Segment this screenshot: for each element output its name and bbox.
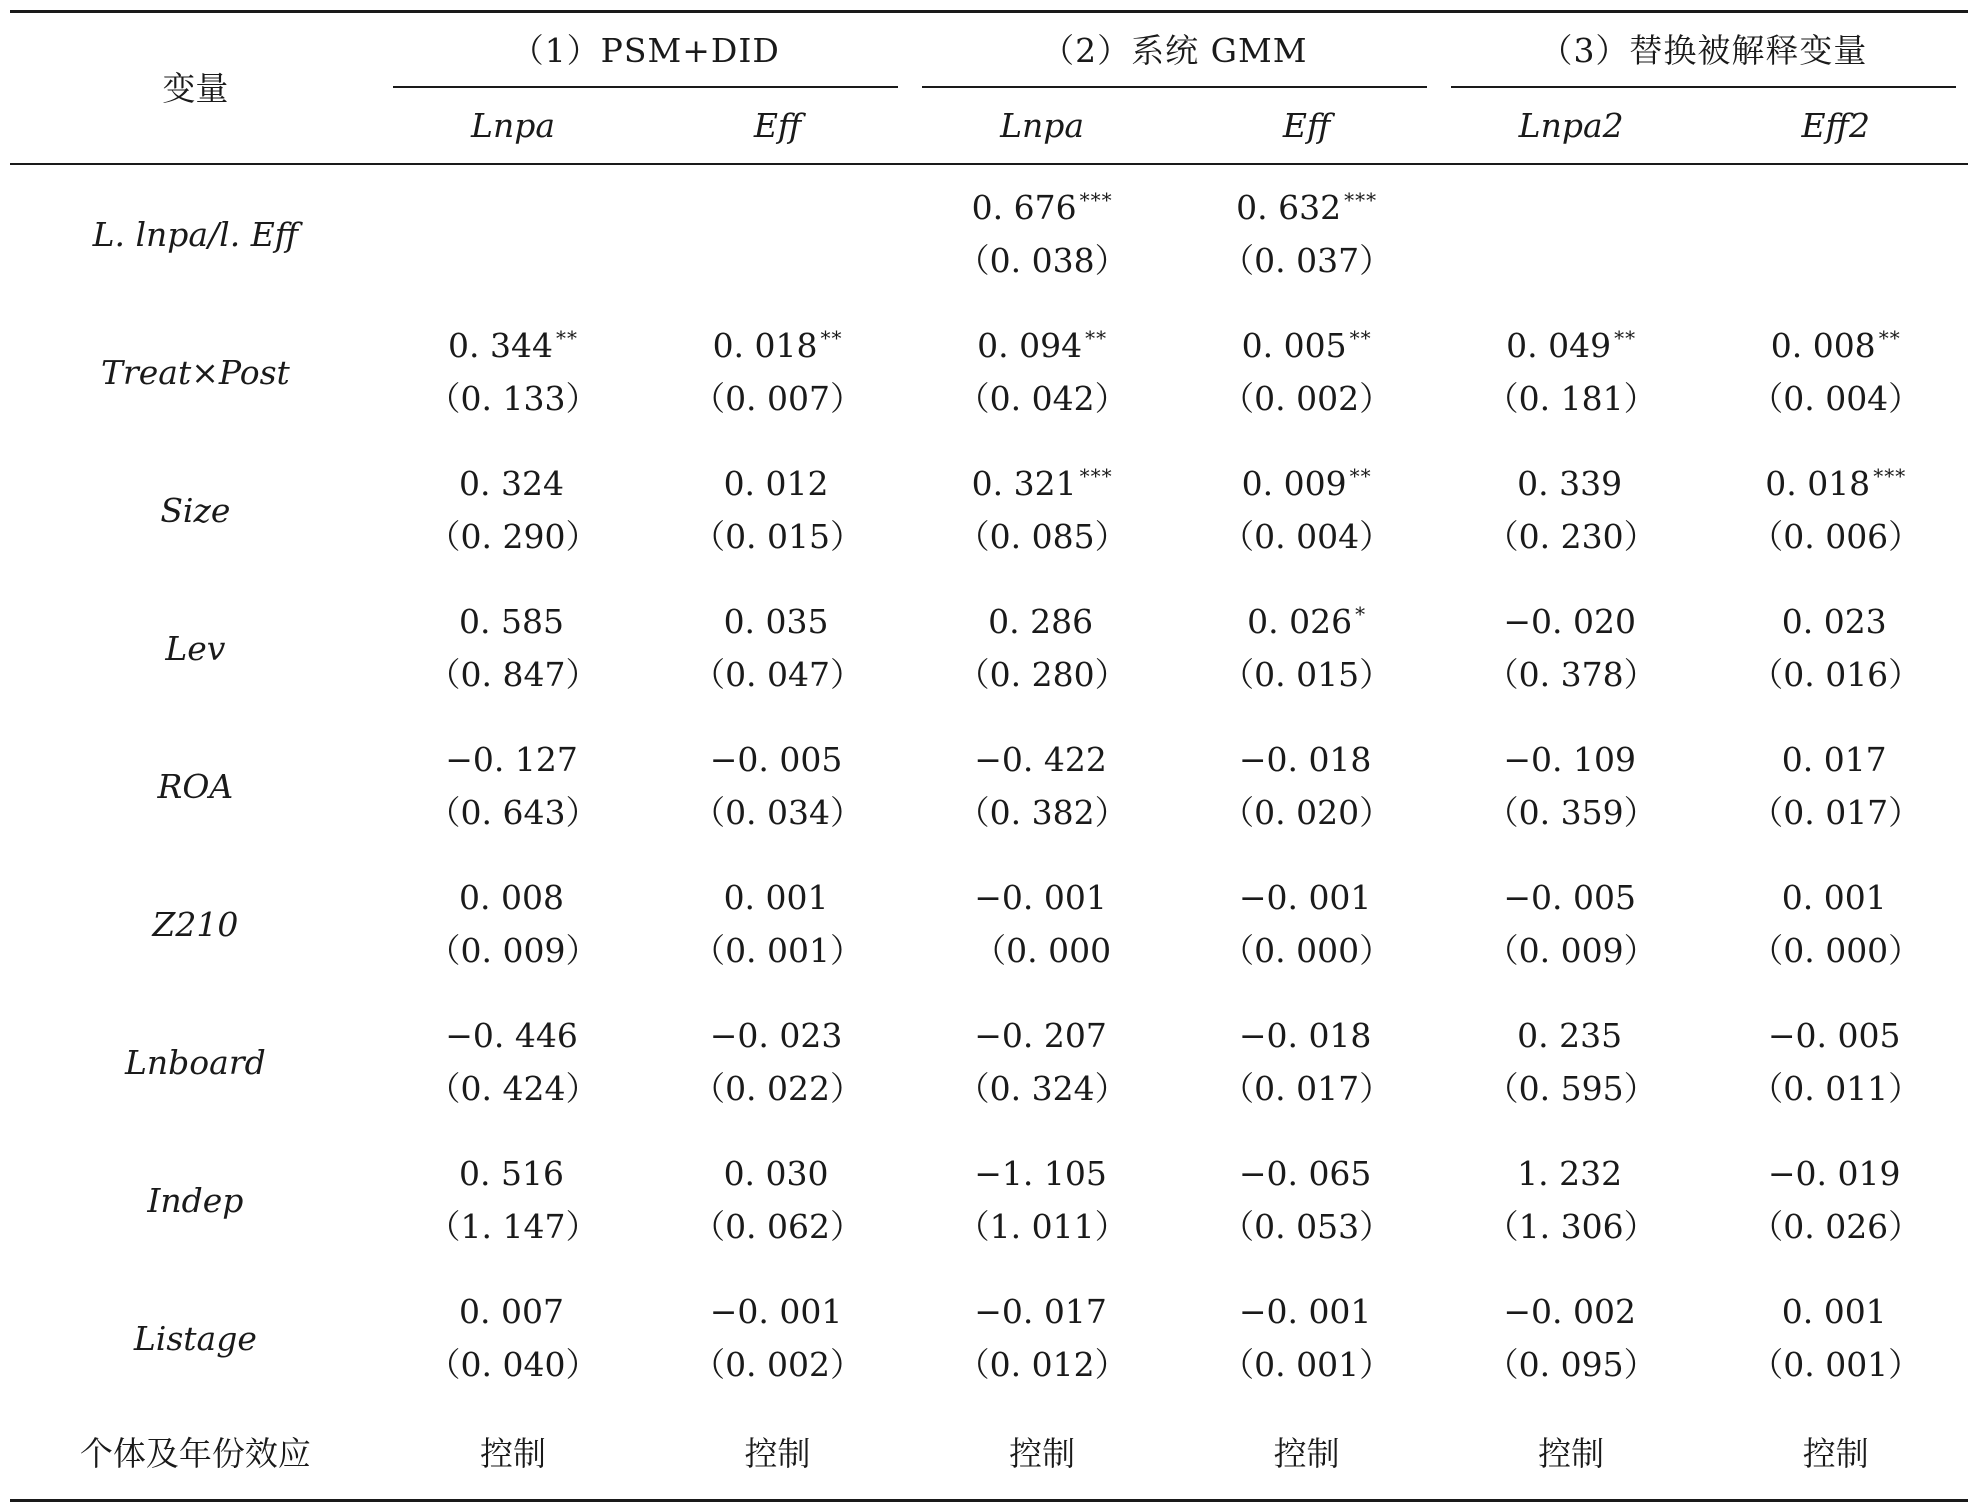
table-cell	[1174, 993, 1439, 1131]
table-cell	[381, 1269, 646, 1407]
coefficient	[381, 1285, 646, 1338]
table-cell	[381, 1131, 646, 1269]
coefficient	[1439, 871, 1704, 924]
table-row	[10, 441, 1968, 579]
coefficient-value: 0. 035	[723, 602, 829, 641]
coefficient	[381, 319, 646, 372]
table-cell	[1703, 717, 1968, 855]
table-cell	[1703, 993, 1968, 1131]
table-cell	[381, 717, 646, 855]
coefficient	[1439, 1285, 1704, 1338]
table-cell	[381, 441, 646, 579]
standard-error: （0. 002）	[1221, 379, 1393, 418]
coefficient-value: −0. 446	[445, 1016, 578, 1055]
significance-stars: *	[1355, 602, 1367, 626]
column-header: Lnpa2	[1439, 88, 1704, 164]
variable-header: 变量	[10, 12, 381, 165]
coefficient	[1703, 1147, 1968, 1200]
coefficient	[1703, 319, 1968, 372]
coefficient-value: −0. 005	[1503, 878, 1636, 917]
table-row	[10, 855, 1968, 993]
coefficient	[645, 733, 910, 786]
significance-stars: **	[1085, 326, 1108, 350]
coefficient-value: 0. 007	[459, 1292, 564, 1331]
standard-error: （0. 017）	[1750, 793, 1922, 832]
coefficient-value: −0. 001	[1238, 878, 1372, 917]
standard-error: （0. 000	[973, 931, 1112, 970]
significance-stars: ***	[1079, 188, 1113, 212]
coefficient-value: 0. 026	[1247, 602, 1353, 641]
coefficient-value: 0. 324	[459, 464, 564, 503]
fixed-effects-label: 个体及年份效应	[79, 1433, 311, 1473]
standard-error: （0. 324）	[956, 1069, 1128, 1108]
variable-name: ROA	[157, 766, 234, 806]
coefficient	[1439, 457, 1704, 510]
coefficient-value: 0. 676	[971, 188, 1077, 227]
table-cell	[645, 717, 910, 855]
table-cell	[1703, 855, 1968, 993]
coefficient	[910, 319, 1175, 372]
table-cell	[381, 164, 646, 303]
coefficient-value: 0. 339	[1517, 464, 1623, 503]
table-cell	[381, 303, 646, 441]
coefficient	[1439, 1147, 1704, 1200]
table-cell	[381, 855, 646, 993]
table-cell	[1703, 1131, 1968, 1269]
standard-error: （0. 001）	[1221, 1345, 1393, 1384]
coefficient-value: 0. 012	[723, 464, 829, 503]
coefficient-value: 0. 005	[1241, 326, 1347, 365]
coefficient-value: 0. 001	[1781, 878, 1887, 917]
coefficient	[1174, 1285, 1439, 1338]
standard-error: （0. 026）	[1750, 1207, 1922, 1246]
standard-error: （0. 000）	[1221, 931, 1393, 970]
variable-name: Size	[160, 490, 231, 530]
table-cell	[1174, 303, 1439, 441]
table-row	[10, 1131, 1968, 1269]
group-header-psm-did: （1）PSM+DID	[381, 12, 910, 89]
coefficient-value: −0. 001	[974, 878, 1107, 917]
coefficient	[645, 1285, 910, 1338]
coefficient	[1439, 733, 1704, 786]
fixed-effects-cell: 控制	[1538, 1433, 1605, 1473]
group-header-system-gmm: （2）系统 GMM	[910, 12, 1439, 89]
coefficient-value: −0. 018	[1238, 740, 1372, 779]
table-cell	[1439, 303, 1704, 441]
standard-error: （0. 643）	[427, 793, 599, 832]
column-header: Eff	[1174, 88, 1439, 164]
coefficient	[1174, 181, 1439, 234]
coefficient	[381, 457, 646, 510]
table-cell	[645, 993, 910, 1131]
group-header-replace-dependent: （3）替换被解释变量	[1439, 12, 1968, 89]
table-cell	[381, 579, 646, 717]
coefficient	[1439, 1009, 1704, 1062]
coefficient-value: 0. 030	[723, 1154, 829, 1193]
variable-name: L. lnpa/l. Eff	[92, 214, 299, 254]
coefficient-value: −0. 422	[974, 740, 1107, 779]
standard-error: （0. 040）	[427, 1345, 599, 1384]
coefficient-value: −0. 065	[1238, 1154, 1372, 1193]
coefficient-value: −0. 109	[1503, 740, 1636, 779]
table-cell	[1174, 1269, 1439, 1407]
standard-error: （0. 847）	[427, 655, 599, 694]
table-cell	[645, 441, 910, 579]
coefficient-value: 0. 017	[1781, 740, 1887, 779]
coefficient	[910, 595, 1175, 648]
table-cell	[1703, 579, 1968, 717]
standard-error: （0. 034）	[692, 793, 864, 832]
table-cell	[910, 441, 1175, 579]
coefficient	[910, 1147, 1175, 1200]
coefficient	[1174, 733, 1439, 786]
table-cell	[1174, 1131, 1439, 1269]
standard-error: （0. 012）	[956, 1345, 1128, 1384]
standard-error: （0. 001）	[692, 931, 864, 970]
table-cell	[910, 717, 1175, 855]
coefficient-value: 0. 009	[1241, 464, 1347, 503]
coefficient	[1703, 208, 1968, 261]
table-cell	[1703, 441, 1968, 579]
standard-error: （1. 011）	[956, 1207, 1128, 1246]
table-cell	[1703, 164, 1968, 303]
standard-error: （0. 133）	[427, 379, 599, 418]
significance-stars: **	[1614, 326, 1637, 350]
table-cell	[910, 1269, 1175, 1407]
fixed-effects-cell: 控制	[1802, 1433, 1869, 1473]
coefficient	[910, 1285, 1175, 1338]
table-cell	[1439, 1131, 1704, 1269]
fixed-effects-cell: 控制	[480, 1433, 547, 1473]
coefficient	[645, 871, 910, 924]
table-row	[10, 303, 1968, 441]
coefficient	[1703, 1009, 1968, 1062]
coefficient-value: 1. 232	[1517, 1154, 1623, 1193]
coefficient-value: −0. 018	[1238, 1016, 1372, 1055]
table-cell	[1439, 855, 1704, 993]
coefficient-value: 0. 023	[1781, 602, 1887, 641]
coefficient	[645, 595, 910, 648]
table-cell	[1439, 1269, 1704, 1407]
coefficient-value: −0. 019	[1767, 1154, 1901, 1193]
coefficient-value: 0. 094	[977, 326, 1083, 365]
coefficient-value: −0. 017	[974, 1292, 1107, 1331]
table-cell	[1439, 993, 1704, 1131]
standard-error: （0. 037）	[1221, 241, 1393, 280]
coefficient	[1703, 595, 1968, 648]
table-cell	[1174, 579, 1439, 717]
column-header: Lnpa	[910, 88, 1175, 164]
table-cell	[1439, 164, 1704, 303]
standard-error: （0. 020）	[1221, 793, 1393, 832]
variable-name: Indep	[147, 1180, 244, 1220]
coefficient	[1174, 319, 1439, 372]
variable-name: Treat×Post	[100, 352, 290, 392]
variable-name: Lnboard	[125, 1042, 266, 1082]
coefficient-value: 0. 344	[448, 326, 553, 365]
significance-stars: **	[1349, 326, 1372, 350]
significance-stars: ***	[1344, 188, 1378, 212]
standard-error: （1. 306）	[1485, 1207, 1657, 1246]
coefficient-value: −0. 020	[1503, 602, 1636, 641]
standard-error: （0. 011）	[1750, 1069, 1922, 1108]
coefficient-value: 0. 632	[1236, 188, 1342, 227]
standard-error: （0. 042）	[956, 379, 1128, 418]
variable-name: Listage	[133, 1318, 257, 1358]
standard-error: （0. 016）	[1750, 655, 1922, 694]
standard-error: （0. 009）	[1485, 931, 1657, 970]
significance-stars: **	[820, 326, 843, 350]
coefficient-value: −0. 127	[445, 740, 578, 779]
standard-error: （0. 006）	[1750, 517, 1922, 556]
coefficient-value: 0. 321	[971, 464, 1077, 503]
fixed-effects-cell: 控制	[1009, 1433, 1076, 1473]
table-cell	[1439, 717, 1704, 855]
variable-name: Lev	[165, 628, 226, 668]
table-cell	[1439, 441, 1704, 579]
table-cell	[645, 579, 910, 717]
coefficient-value: 0. 008	[1770, 326, 1876, 365]
table-cell	[1174, 855, 1439, 993]
coefficient	[1703, 1285, 1968, 1338]
standard-error: （0. 382）	[956, 793, 1128, 832]
coefficient	[1174, 595, 1439, 648]
standard-error: （0. 000）	[1750, 931, 1922, 970]
standard-error: （0. 595）	[1485, 1069, 1657, 1108]
standard-error: （0. 280）	[956, 655, 1128, 694]
coefficient	[1174, 1147, 1439, 1200]
standard-error: （0. 004）	[1750, 379, 1922, 418]
coefficient	[381, 208, 646, 261]
standard-error: （0. 001）	[1750, 1345, 1922, 1384]
coefficient-value: 0. 516	[459, 1154, 564, 1193]
coefficient	[381, 733, 646, 786]
table-cell	[1439, 579, 1704, 717]
coefficient-value: −0. 001	[709, 1292, 843, 1331]
coefficient	[645, 457, 910, 510]
table-cell	[645, 1131, 910, 1269]
table-cell	[645, 1269, 910, 1407]
regression-table	[10, 10, 1968, 1502]
coefficient	[381, 595, 646, 648]
standard-error: （0. 017）	[1221, 1069, 1393, 1108]
table-row	[10, 579, 1968, 717]
coefficient	[645, 1009, 910, 1062]
table-cell	[1703, 303, 1968, 441]
coefficient-value: −0. 005	[1767, 1016, 1901, 1055]
coefficient	[910, 457, 1175, 510]
standard-error: （0. 181）	[1485, 379, 1657, 418]
significance-stars: ***	[1873, 464, 1907, 488]
coefficient	[1703, 871, 1968, 924]
coefficient-value: −0. 207	[974, 1016, 1107, 1055]
table-cell	[645, 855, 910, 993]
coefficient	[645, 208, 910, 261]
table-cell	[645, 164, 910, 303]
table-cell	[645, 303, 910, 441]
coefficient	[381, 1009, 646, 1062]
coefficient-value: −0. 001	[1238, 1292, 1372, 1331]
standard-error: （0. 038）	[956, 241, 1128, 280]
coefficient	[910, 871, 1175, 924]
fixed-effects-cell: 控制	[1273, 1433, 1340, 1473]
standard-error: （0. 359）	[1485, 793, 1657, 832]
column-header: Lnpa	[381, 88, 646, 164]
standard-error: （0. 009）	[427, 931, 599, 970]
coefficient	[1174, 457, 1439, 510]
coefficient-value: 0. 585	[459, 602, 564, 641]
coefficient	[1703, 733, 1968, 786]
coefficient-value: 0. 001	[1781, 1292, 1887, 1331]
coefficient	[381, 1147, 646, 1200]
standard-error: （0. 085）	[956, 517, 1128, 556]
coefficient-value: −0. 002	[1503, 1292, 1636, 1331]
coefficient-value: −0. 023	[709, 1016, 843, 1055]
significance-stars: **	[1878, 326, 1901, 350]
standard-error: （0. 047）	[692, 655, 864, 694]
coefficient-value: −1. 105	[974, 1154, 1107, 1193]
coefficient-value: −0. 005	[709, 740, 843, 779]
table-cell	[910, 1131, 1175, 1269]
coefficient	[645, 319, 910, 372]
column-header: Eff2	[1703, 88, 1968, 164]
table-cell	[381, 993, 646, 1131]
fixed-effects-row	[10, 1407, 1968, 1501]
standard-error: （0. 230）	[1485, 517, 1657, 556]
table-cell	[1703, 1269, 1968, 1407]
standard-error: （1. 147）	[427, 1207, 599, 1246]
table-cell	[910, 855, 1175, 993]
coefficient-value: 0. 049	[1506, 326, 1612, 365]
coefficient	[910, 733, 1175, 786]
table-cell	[910, 579, 1175, 717]
coefficient	[1174, 871, 1439, 924]
table-cell	[1174, 441, 1439, 579]
table-cell	[910, 164, 1175, 303]
standard-error: （0. 002）	[692, 1345, 864, 1384]
standard-error: （0. 424）	[427, 1069, 599, 1108]
coefficient-value: 0. 235	[1517, 1016, 1623, 1055]
coefficient-value: 0. 001	[723, 878, 829, 917]
standard-error: （0. 290）	[427, 517, 599, 556]
coefficient-value: 0. 018	[712, 326, 818, 365]
standard-error: （0. 022）	[692, 1069, 864, 1108]
coefficient	[381, 871, 646, 924]
table-cell	[1174, 717, 1439, 855]
variable-name: Z210	[152, 904, 239, 944]
standard-error: （0. 015）	[692, 517, 864, 556]
standard-error: （0. 378）	[1485, 655, 1657, 694]
coefficient	[1439, 595, 1704, 648]
coefficient-value: 0. 018	[1765, 464, 1871, 503]
standard-error: （0. 053）	[1221, 1207, 1393, 1246]
coefficient	[1174, 1009, 1439, 1062]
fixed-effects-cell: 控制	[744, 1433, 811, 1473]
coefficient-value: 0. 008	[459, 878, 564, 917]
table-body	[10, 164, 1968, 1407]
standard-error: （0. 007）	[692, 379, 864, 418]
table-row	[10, 717, 1968, 855]
coefficient	[910, 181, 1175, 234]
coefficient	[1439, 208, 1704, 261]
table-cell	[910, 303, 1175, 441]
significance-stars: **	[556, 326, 578, 350]
table-row	[10, 1269, 1968, 1407]
coefficient	[645, 1147, 910, 1200]
coefficient-value: 0. 286	[988, 602, 1094, 641]
table-row	[10, 164, 1968, 303]
table-cell	[910, 993, 1175, 1131]
standard-error: （0. 015）	[1221, 655, 1393, 694]
coefficient	[910, 1009, 1175, 1062]
coefficient	[1439, 319, 1704, 372]
column-header: Eff	[645, 88, 910, 164]
significance-stars: **	[1349, 464, 1372, 488]
significance-stars: ***	[1079, 464, 1113, 488]
table-row	[10, 993, 1968, 1131]
table-cell	[1174, 164, 1439, 303]
coefficient	[1703, 457, 1968, 510]
standard-error: （0. 095）	[1485, 1345, 1657, 1384]
standard-error: （0. 004）	[1221, 517, 1393, 556]
standard-error: （0. 062）	[692, 1207, 864, 1246]
